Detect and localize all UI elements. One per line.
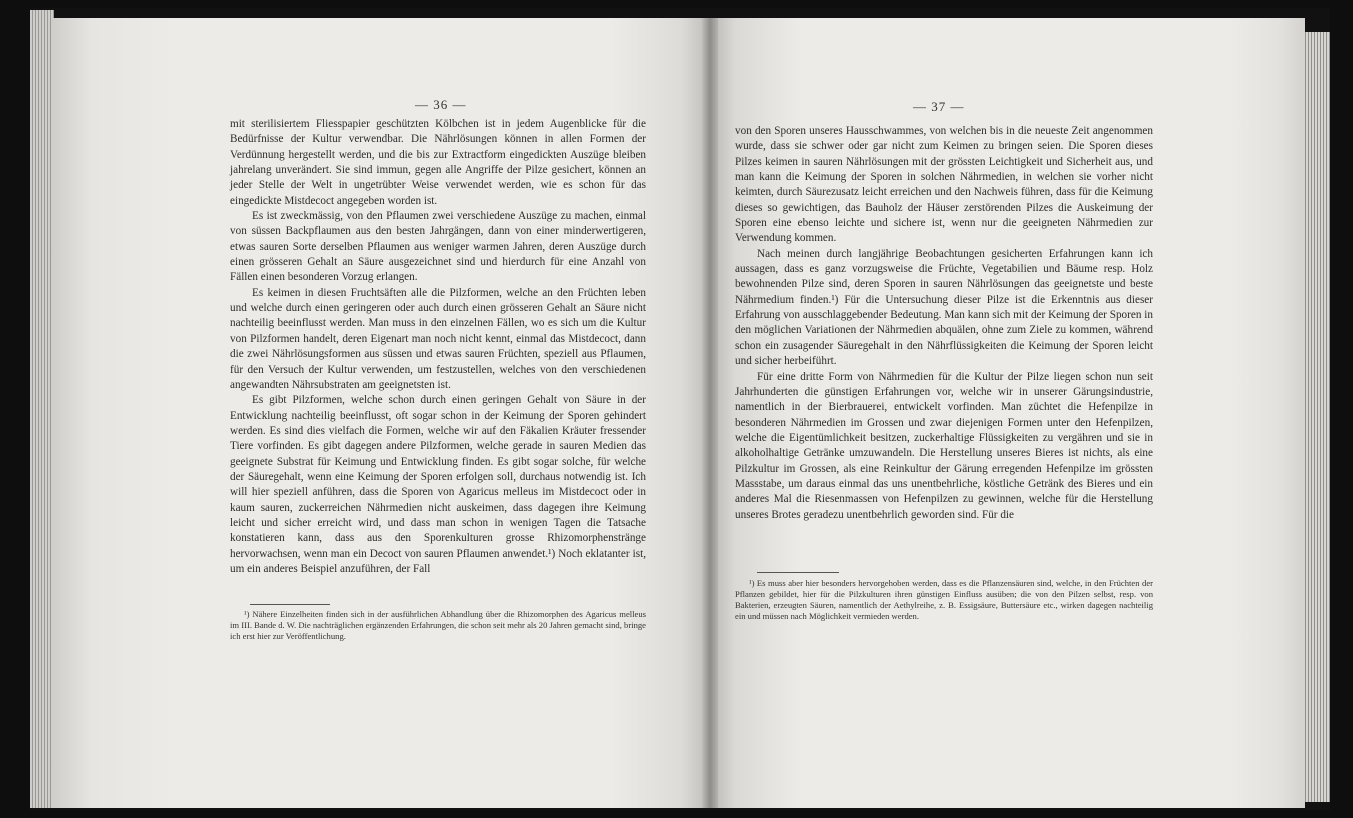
left-page-number: — 36 — xyxy=(415,97,467,112)
paragraph: von den Sporen unseres Hausschwammes, von welchen bis in die neueste Zeit angenommen wurde, dass sie schwer oder gar nicht zum Keimen zu bringen seien. Die Sporen dieses Pilzes keimen in sauren Nährlösungen mit der grössten Leichtigkeit und Sicherheit aus, und man kann die Keimung der Sporen in solchen Nährmedien, in welchen sie vorher nicht keimten, durch Säurezusatz leicht erreichen und den Nachweis führen, dass für die Keimung dieses so gewichtigen, das Bauholz der Häuser zerstörenden Pilzes die Auskeimung der Sporen eine ebenso leichte und sichere ist, wenn nur die geeigneten Nährmedien zur Verwendung kommen. xyxy=(735,125,1153,245)
left-footnote xyxy=(230,609,646,642)
paragraph: Es keimen in diesen Fruchtsäften alle die Pilzformen, welche an den Früchten leben und welche durch einen geringeren oder auch durch einen grösseren Gehalt an Säure nicht nachteilig beeinflusst werden. Man muss in den einzelnen Fällen, wo es sich um die Kultur von Pilzformen handelt, deren Eigenart man noch nicht kennt, einmal das Mistdecoct, dann die zwei Nährlösungsformen aus süssen und etwas sauren Früchten, speziell aus Pflaumen, für den Versuch der Kultur verwenden, um festzustellen, welches von den verschiedenen angewandten Nährsubstraten am geeignetsten ist. xyxy=(230,286,646,391)
right-page-edges xyxy=(1303,32,1330,802)
footnote-text: ¹) Nähere Einzelheiten finden sich in der ausführlichen Abhandlung über die Rhizomorphen des Agaricus melleus im III. Bande d. W. Die nachträglichen ergänzenden Erfahrungen, die schon seit mehr als 20 Jahren gemacht sind, bringe ich erst hier zur Veröffentlichung. xyxy=(230,609,646,641)
right-page-body xyxy=(735,124,1153,523)
paragraph: Für eine dritte Form von Nährmedien für die Kultur der Pilze liegen schon nun seit Jahrhunderten die günstigen Erfahrungen vor, welche wir in unserer Gärungsindustrie, namentlich in der Bierbrauerei, entwickelt vorfinden. Man züchtet die Hefenpilze in besonderen Nährmedien im Grossen und zwar diejenigen Formen unter den Hefenpilzen, welche die Eigentümlichkeit besitzen, zuckerhaltige Flüssigkeiten zu vergähren und sie in alkoholhaltige Getränke umzuwandeln. Die Herstellung unseres Bieres ist nichts, als eine Pilzkultur im Grossen, als eine Reinkultur der Gärung erregenden Hefenpilze im grössten Massstabe, um daraus einmal das uns unentbehrliche, köstliche Getränk des Bieres und ein anderes Mal die Riesenmassen von Hefenpilzen zu gewinnen, welche für die Herstellung unseres Brotes geradezu unentbehrlich geworden sind. Für die xyxy=(735,370,1153,521)
paragraph: Nach meinen durch langjährige Beobachtungen gesicherten Erfahrungen kann ich aussagen, dass es ganz vorzugsweise die Früchte, Vegetabilien und Bäume resp. Holz bewohnenden Pilze sind, deren Sporen in sauren Nährlösungen das geeignetste und beste Nährmedium finden.¹) Für die Untersuchung dieser Pilze ist die Erkenntnis aus dieser Erfahrung von ausschlaggebender Bedeutung. Man kann sich mit der Keimung der Sporen in den möglichen Variationen der Nährmedien abquälen, ohne zum Ziele zu kommen, während schon ein zusagender Säuregehalt in den Nährflüssigkeiten die Keimung der Sporen leicht und sicher herbeiführt. xyxy=(735,247,1153,368)
paragraph: mit sterilisiertem Fliesspapier geschützten Kölbchen ist in jedem Augenblicke für die Bedürfnisse der Kultur verwendbar. Die Nährlösungen können in allen Formen der Verdünnung hergestellt werden, und die bis zur Extractform eingedickten Auszüge bleiben jahrelang unverändert. Sie sind immun, gegen alle Angriffe der Pilze gesichert, können an jeder Stelle der Welt in ungetrübter Weise verwendet werden, wie es schon für das eingedickte Mistdecoct angegeben worden ist. xyxy=(230,118,646,207)
left-page-edges xyxy=(30,10,54,808)
paragraph: Es gibt Pilzformen, welche schon durch einen geringen Gehalt von Säure in der Entwicklung nachteilig beeinflusst, oft sogar schon in der Keimung der Sporen gehindert werden. Es sind dies vielfach die Formen, welche wir auf den Fäkalien Kräuter fressender Tiere vorfinden. Es gibt dagegen andere Pilzformen, welche gerade in sauren Medien das geeignete Substrat für Keimung und Entwicklung finden. Es gibt sogar solche, für welche der Säuregehalt, wenn eine Keimung der Sporen erfolgen soll, durchaus notwendig ist. Ich will hier speziell anführen, dass die Sporen von Agaricus melleus im Mistdecoct oder in kaum sauren, zuckerreichen Nährmedien nicht auskeimen, dass dagegen ihre Keimung leicht und sicher erreicht wird, und dass man schon in wenigen Tagen die Tatsache konstatieren kann, dass aus den Sporenkulturen grosse Rhizomorphenstränge hervorwachsen, wenn man ein Decoct von sauren Pflaumen anwendet.¹) Noch eklatanter ist, um ein anderes Beispiel anzuführen, der Fall xyxy=(230,394,646,575)
footnote-rule xyxy=(250,604,330,605)
right-page-number: — 37 — xyxy=(913,99,965,114)
left-page-body xyxy=(230,117,646,577)
book-gutter xyxy=(702,18,718,808)
paragraph: Es ist zweckmässig, von den Pflaumen zwei verschiedene Auszüge zu machen, einmal von süssen Backpflaumen aus den besten Jahrgängen, dann von einer minderwertigeren, etwas sauren Sorte derselben Pflaumen aus weniger warmen Jahren, deren Auszüge durch einen grösseren Gehalt an Säure ausgezeichnet sind und hierdurch für eine Anzahl von Fällen einen besonderen Vorzug erlangen. xyxy=(230,210,646,284)
footnote-rule xyxy=(757,572,839,573)
right-footnote xyxy=(735,578,1153,622)
footnote-text: ¹) Es muss aber hier besonders hervorgehoben werden, dass es die Pflanzensäuren sind, welche, in den Früchten der Pflanzen gebildet, hier für die Pilzkulturen ihren günstigen Einfluss ausüben; die von den Pilzen selbst, resp. von Bakterien, erzeugten Säuren, namentlich der Aethylreihe, z. B. Essigsäure, Buttersäure etc., wirken dagegen nachteilig ein und müssen nach Möglichkeit vermieden werden. xyxy=(735,578,1153,621)
